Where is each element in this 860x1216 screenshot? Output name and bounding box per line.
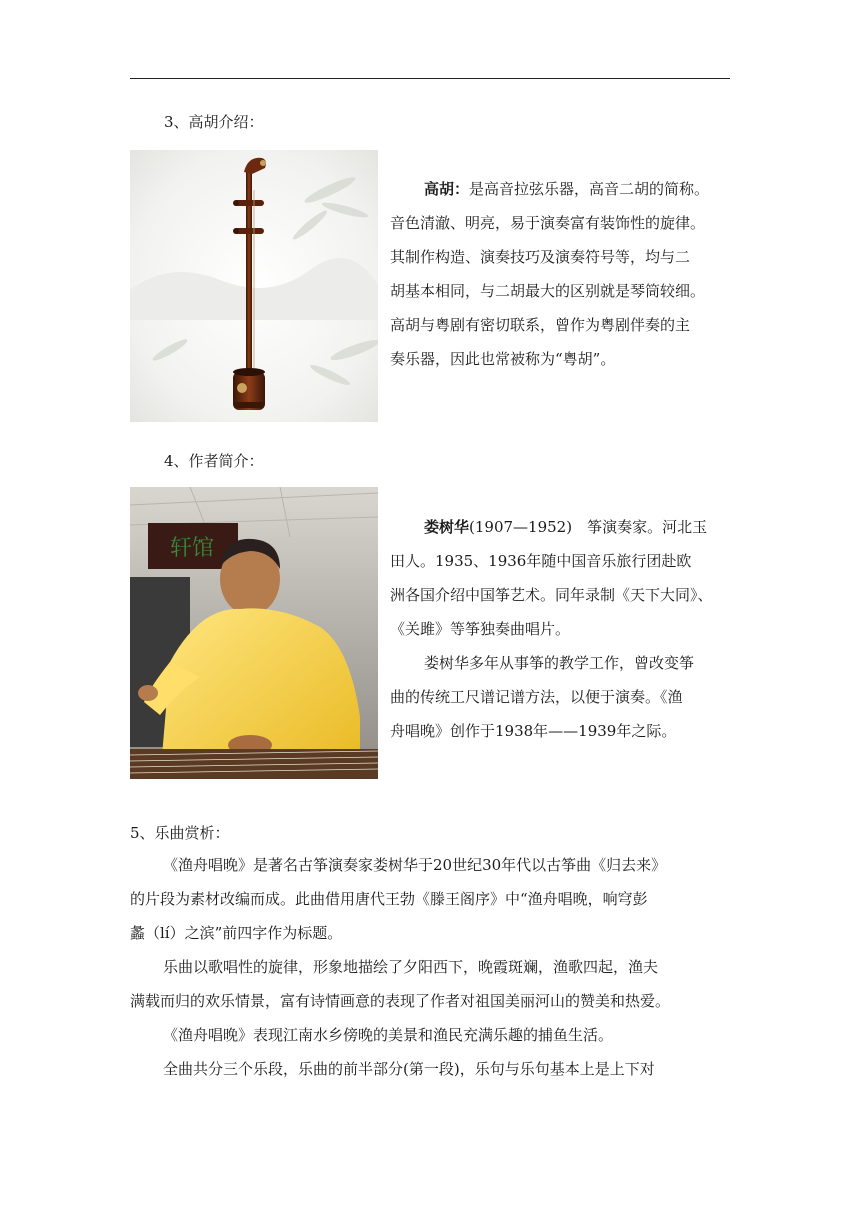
section-5-heading: 5、乐曲赏析： (130, 824, 230, 842)
analysis-line-4: 乐曲以歌唱性的旋律，形象地描绘了夕阳西下，晚霞斑斓，渔歌四起，渔夫 (163, 958, 659, 976)
section-5-text (130, 848, 670, 1086)
gaohu-line-6: 奏乐器，因此也常被称为“粤胡”。 (390, 350, 616, 368)
author-photo (130, 487, 378, 779)
lead-term: 高胡： (424, 180, 470, 198)
gaohu-line-4: 胡基本相同，与二胡最大的区别就是琴筒较细。 (390, 282, 706, 300)
author-line-7: 舟唱晚》创作于1938年——1939年之际。 (390, 722, 677, 740)
section-4-heading: 4、作者简介： (164, 452, 264, 470)
author-line-3: 洲各国介绍中国筝艺术。同年录制《天下大同》、 (390, 586, 713, 604)
lead-term: 娄树华 (424, 518, 470, 536)
analysis-line-1: 《渔舟唱晚》是著名古筝演奏家娄树华于20世纪30年代以古筝曲《归去来》 (163, 856, 667, 874)
analysis-line-2: 的片段为素材改编而成。此曲借用唐代王勃《滕王阁序》中“渔舟唱晚，响穹彭 (130, 890, 648, 908)
author-line-4: 《关雎》等筝独奏曲唱片。 (390, 620, 571, 638)
gaohu-line-2: 音色清澈、明亮，易于演奏富有装饰性的旋律。 (390, 214, 706, 232)
author-line-1: 娄树华(1907—1952) 筝演奏家。河北玉 (424, 518, 708, 536)
author-line-5: 娄树华多年从事筝的教学工作，曾改变筝 (424, 654, 695, 672)
sign-text: 轩馆 (170, 536, 215, 561)
section-4-text (390, 510, 713, 748)
analysis-line-6: 《渔舟唱晚》表现江南水乡傍晚的美景和渔民充满乐趣的捕鱼生活。 (163, 1026, 614, 1044)
analysis-line-3: 蠡（lí）之滨”前四字作为标题。 (130, 924, 343, 942)
gaohu-line-3: 其制作构造、演奏技巧及演奏符号等，均与二 (390, 248, 691, 266)
section-3-text (390, 172, 709, 376)
header-rule (130, 78, 730, 79)
analysis-line-7: 全曲共分三个乐段，乐曲的前半部分(第一段)，乐句与乐句基本上是上下对 (163, 1060, 655, 1078)
section-3-heading: 3、高胡介绍： (164, 113, 264, 131)
author-line-2: 田人。1935、1936年随中国音乐旅行团赴欧 (390, 552, 692, 570)
gaohu-line-5: 高胡与粤剧有密切联系，曾作为粤剧伴奏的主 (390, 316, 691, 334)
gaohu-illustration (130, 150, 378, 422)
gaohu-line-1: 高胡：是高音拉弦乐器，高音二胡的简称。 (424, 180, 710, 198)
author-line-6: 曲的传统工尺谱记谱方法，以便于演奏。《渔 (390, 688, 683, 706)
analysis-line-5: 满载而归的欢乐情景，富有诗情画意的表现了作者对祖国美丽河山的赞美和热爱。 (130, 992, 671, 1010)
